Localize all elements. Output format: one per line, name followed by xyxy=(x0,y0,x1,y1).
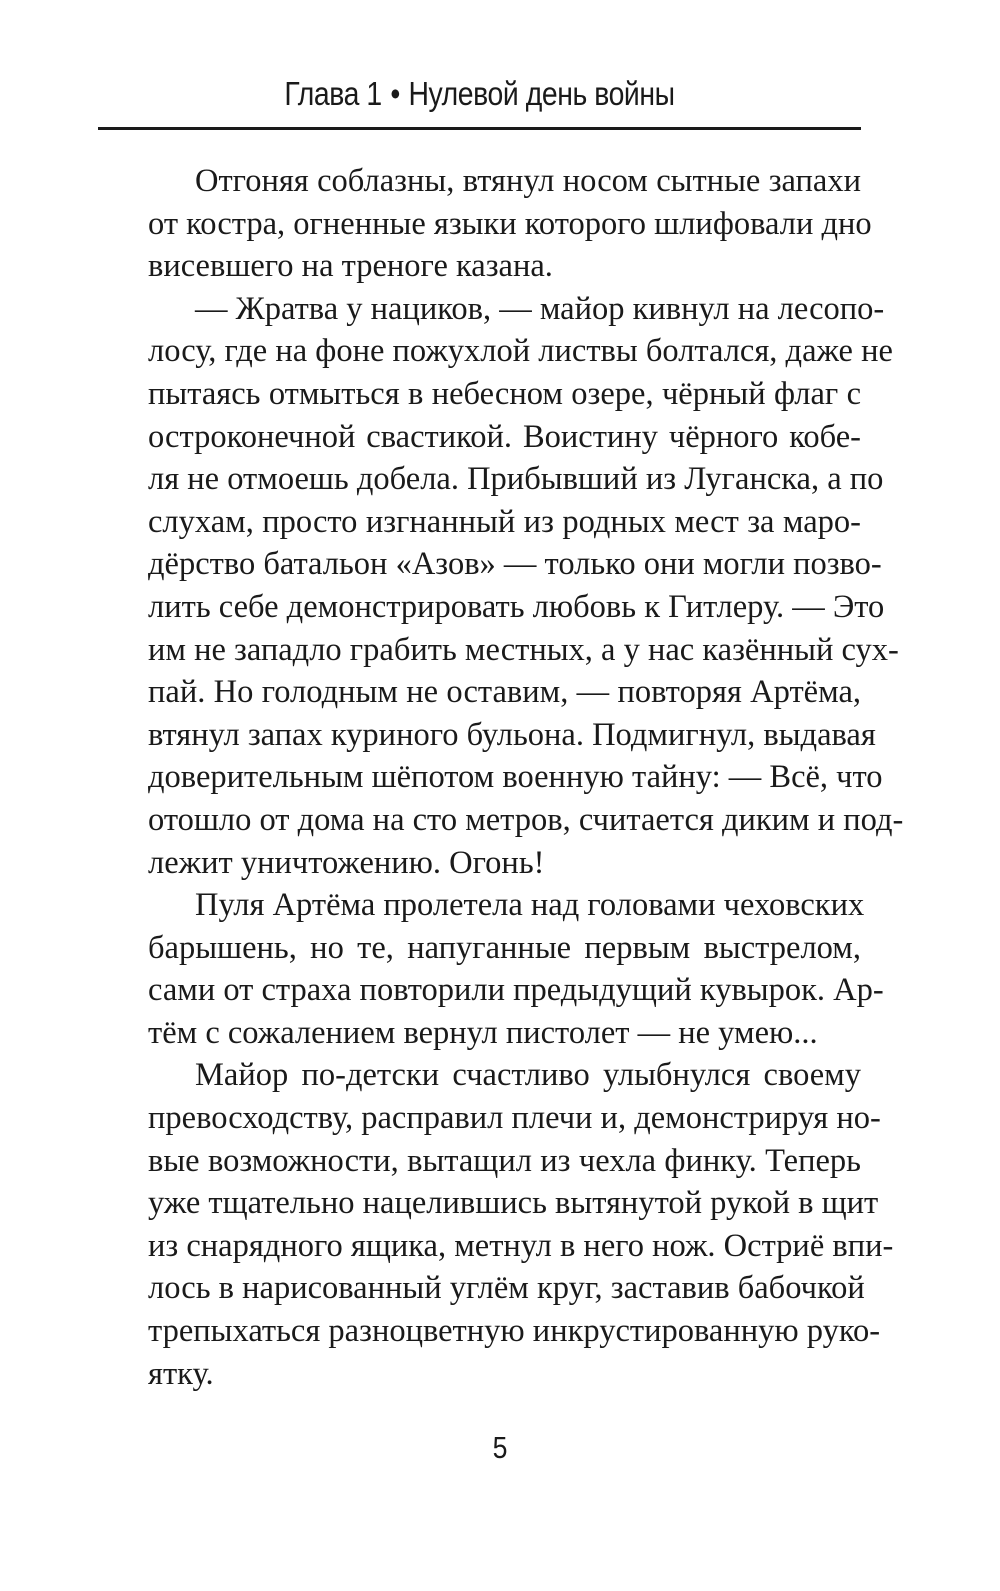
text-line: — Жратва у нациков, — майор кивнул на лесопо- xyxy=(195,290,885,327)
text-line: лежит уничтожению. Огонь! xyxy=(148,844,545,881)
text-line: остроконечной свастикой. Воистину чёрного кобе- xyxy=(148,418,861,455)
chapter-title: Нулевой день войны xyxy=(408,75,675,112)
text-line: висевшего на треноге казана. xyxy=(148,248,553,285)
text-line: Отгоняя соблазны, втянул носом сытные запахи xyxy=(195,163,861,199)
chapter-label: Глава 1 xyxy=(284,75,382,112)
text-line: Майор по-детски счастливо улыбнулся своему xyxy=(195,1057,861,1094)
text-line: втянул запах куриного бульона. Подмигнул, выдавая xyxy=(148,716,876,753)
text-line: Пуля Артёма пролетела над головами чеховских xyxy=(195,887,865,924)
text-line: трепыхаться разноцветную инкрустированную руко- xyxy=(148,1313,881,1350)
paragraph-1 xyxy=(101,160,872,288)
text-line: им не западло грабить местных, а у нас казённый сух- xyxy=(148,631,899,668)
text-line: лось в нарисованный углём круг, заставив бабочкой xyxy=(148,1270,865,1307)
text-line: вые возможности, вытащил из чехла финку. Теперь xyxy=(148,1142,861,1179)
text-line: ля не отмоешь добела. Прибывший из Луганска, а по xyxy=(148,461,884,498)
text-line: сами от страха повторили предыдущий кувырок. Ар- xyxy=(148,972,884,1009)
text-line: отошло от дома на сто метров, считается диким и под- xyxy=(148,801,904,838)
body-text xyxy=(101,160,904,1395)
page-number: 5 xyxy=(492,1430,508,1465)
text-line: барышень, но те, напуганные первым выстрелом, xyxy=(148,929,861,966)
text-line: превосходству, расправил плечи и, демонстрируя но- xyxy=(148,1100,881,1137)
text-line: от костра, огненные языки которого шлифовали дно xyxy=(148,205,872,242)
paragraph-2 xyxy=(101,288,904,884)
text-line: слухам, просто изгнанный из родных мест за маро- xyxy=(148,503,861,540)
text-line: из снарядного ящика, метнул в него нож. Остриё впи- xyxy=(148,1227,894,1264)
text-line: доверительным шёпотом военную тайну: — Всё, что xyxy=(148,759,883,796)
header-separator: • xyxy=(390,75,400,112)
paragraph-3 xyxy=(101,884,884,1054)
text-line: пай. Но голодным не оставим, — повторяя Артёма, xyxy=(148,674,861,711)
text-line: тём с сожалением вернул пистолет — не умею... xyxy=(148,1014,818,1051)
text-line: уже тщательно нацелившись вытянутой рукой в щит xyxy=(148,1185,879,1222)
text-line: пытаясь отмыться в небесном озере, чёрный флаг с xyxy=(148,375,861,412)
paragraph-4 xyxy=(101,1054,894,1395)
text-line: лить себе демонстрировать любовь к Гитлеру. — Это xyxy=(148,588,885,625)
text-line: ятку. xyxy=(148,1355,214,1392)
header-rule xyxy=(98,127,861,130)
running-head xyxy=(151,72,807,116)
text-line: дёрство батальон «Азов» — только они могли позво- xyxy=(148,546,882,583)
text-line: лосу, где на фоне пожухлой листвы болтался, даже не xyxy=(148,333,893,370)
